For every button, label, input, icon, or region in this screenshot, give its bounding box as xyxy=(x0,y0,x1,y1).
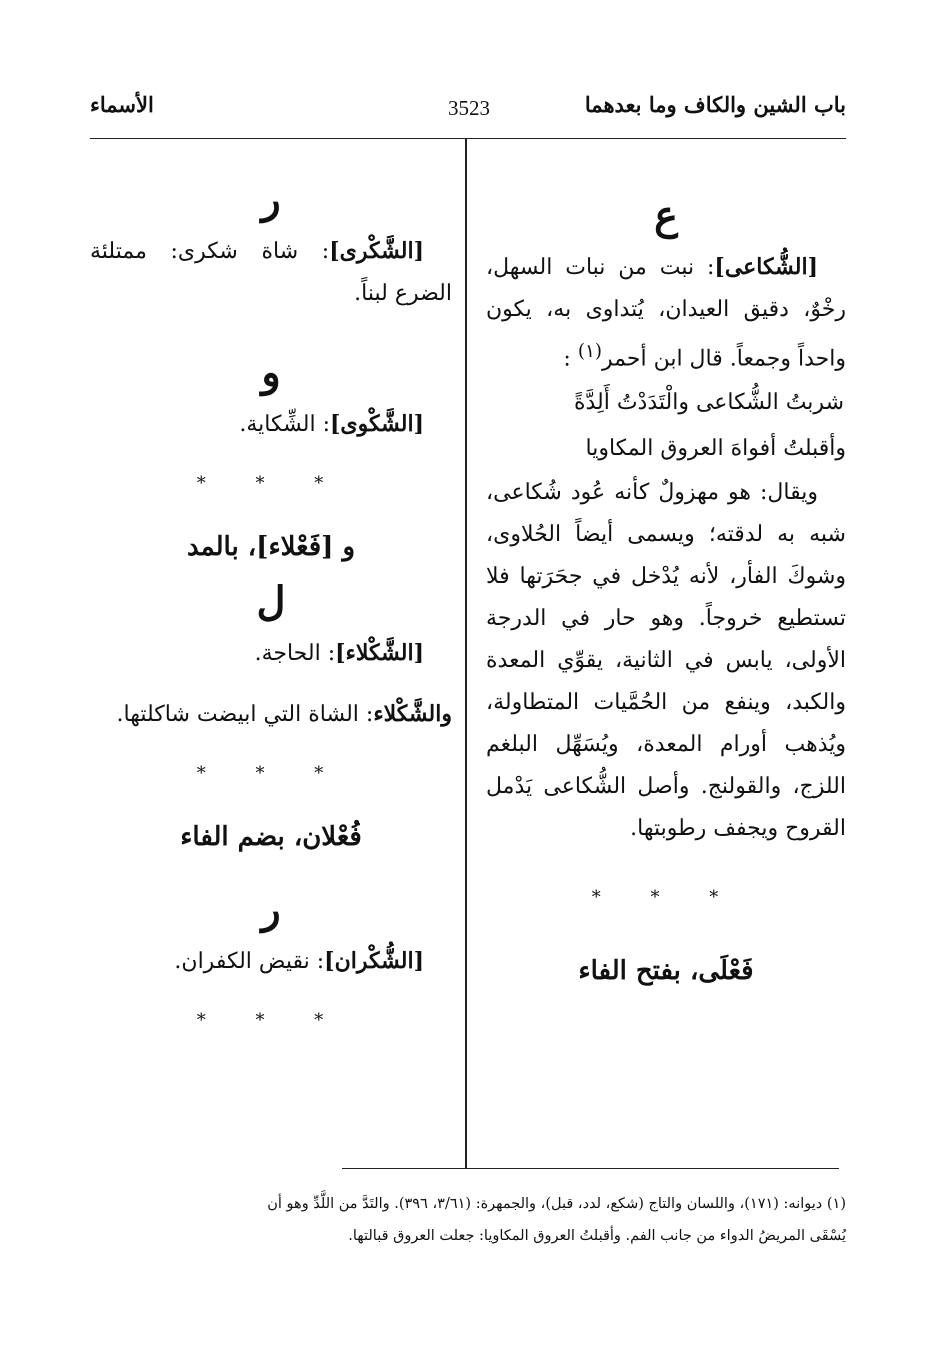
entry-shaklaa-text: : الحاجة. xyxy=(254,641,336,666)
section-separator-stars: * * * xyxy=(196,763,346,784)
running-header-category: الأسماء xyxy=(90,92,154,117)
letter-heading-lam: ل xyxy=(256,578,286,625)
headword-shakra: [الشَّكْرى] xyxy=(329,238,424,264)
running-header-section-title: باب الشين والكاف وما بعدهما xyxy=(584,92,846,117)
headword-shakwa: [الشَّكْوى] xyxy=(330,411,424,437)
entry-shakra xyxy=(90,230,452,315)
column-divider xyxy=(465,138,467,1168)
footnote-line-1: (١) ديوانه: (١٧١)، واللسان والتاج (شكع، لدد، قبل)، والجمهرة: (٣/٦١، ٣٩٦). والتَدَّ من اللَّدِّ وهو أن xyxy=(267,1196,846,1212)
entry-shakwa-text: : الشِّكاية. xyxy=(239,412,330,437)
verse-line-1: شربتُ الشُّكاعى والْتَدَدْتُ أَلِدَّةً xyxy=(573,390,844,416)
page-number: 3523 xyxy=(448,96,490,120)
entry-shaklaa-2 xyxy=(90,693,452,736)
entry-shukaa-colon: : xyxy=(563,346,571,372)
entry-shaklaa-2-text: : الشاة التي ابيضت شاكلتها. xyxy=(116,702,374,727)
verse-line-2: وأقبلتُ أفواهَ العروق المكاويا xyxy=(585,436,846,462)
footnote xyxy=(86,1188,846,1252)
letter-heading-waw: و xyxy=(261,349,281,396)
entry-shaklaa xyxy=(90,632,452,675)
entry-shakwa xyxy=(90,403,452,446)
letter-heading-ain: ع xyxy=(654,192,678,239)
section-separator-stars: * * * xyxy=(591,887,741,909)
section-heading-falaa-madd: و [فَعْلاء]، بالمد xyxy=(186,532,356,562)
left-column xyxy=(90,170,452,1041)
footnote-rule xyxy=(342,1168,839,1169)
letter-heading-ra: ر xyxy=(261,176,281,223)
header-rule xyxy=(90,138,846,139)
entry-shukaa xyxy=(486,246,846,380)
paragraph-shukaa-description: ويقال: هو مهزولٌ كأنه عُود شُكاعى، شبه به لدقته؛ ويسمى أيضاً الحُلاوى، وشوكَ الفأر، لأنه يُدْخل في جحَرَتها فلا تستطيع خروجاً. وهو حار في الدرجة الأولى، يابس في الثانية، يقوِّي المعدة والكبد، وينفع من الحُمَّيات المتطاولة، ويُذهب أورام المعدة، ويُسَهِّل البلغم اللزج، والقولنج. وأصل الشُّكاعى يَدْمل القروح ويجفف رطوبتها. xyxy=(486,480,846,842)
headword-shukaa: [الشُّكاعى] xyxy=(714,254,818,280)
headword-shaklaa-2: والشَّكْلاء xyxy=(373,701,452,727)
entry-shukran-text: : نقيض الكفران. xyxy=(174,949,325,974)
section-separator-stars: * * * xyxy=(196,473,346,494)
headword-shaklaa: [الشَّكْلاء] xyxy=(335,640,424,666)
section-heading-fulan: فُعْلان، بضم الفاء xyxy=(180,822,362,852)
footnote-ref: (١) xyxy=(577,341,603,362)
section-separator-stars: * * * xyxy=(196,1010,346,1031)
footnote-line-2: يُسْقَى المريضُ الدواء من جانب الفم. وأقبلتُ العروق المكاويا: جعلت العروق قبالتها. xyxy=(348,1228,846,1244)
section-heading-falaa: فَعْلَى، بفتح الفاء xyxy=(578,956,754,987)
headword-shukran: [الشُّكْران] xyxy=(324,948,424,974)
entry-shakra-text: : شاة شكرى: ممتلئة الضرع لبناً. xyxy=(90,239,452,306)
entry-shukran xyxy=(90,940,452,983)
entry-shukaa-text: : نبت من نبات السهل، رخْوٌ، دقيق العيدان، يُتداوى به، يكون واحداً وجمعاً. قال ابن أحمر xyxy=(486,255,846,372)
right-column xyxy=(486,186,846,996)
letter-heading-ra-2: ر xyxy=(261,886,281,933)
